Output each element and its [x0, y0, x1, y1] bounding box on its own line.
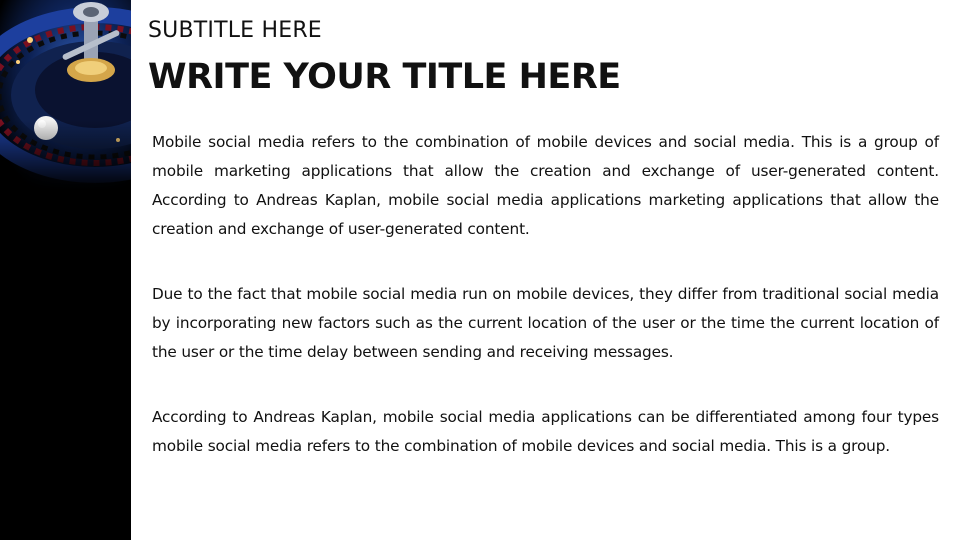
paragraph-3: According to Andreas Kaplan, mobile social media applications can be differentiated among four types mobile social media refers to the combination of mobile devices and social media. This is a group. — [152, 408, 939, 455]
body-text — [152, 128, 939, 461]
slide-subtitle: SUBTITLE HERE — [148, 18, 322, 43]
roulette-wheel-image — [0, 0, 131, 540]
paragraph-1: Mobile social media refers to the combination of mobile devices and social media. This is a group of mobile marketing applications that allow the creation and exchange of user-generated content. According to Andreas Kaplan, mobile social media applications marketing applications that allow the creation and exchange of user-generated content. — [152, 133, 939, 238]
slide-title: WRITE YOUR TITLE HERE — [148, 57, 621, 97]
paragraph-2: Due to the fact that mobile social media run on mobile devices, they differ from traditional social media by incorporating new factors such as the current location of the user or the time the current location of the user or the time delay between sending and receiving messages. — [152, 285, 939, 361]
side-panel — [0, 0, 131, 540]
